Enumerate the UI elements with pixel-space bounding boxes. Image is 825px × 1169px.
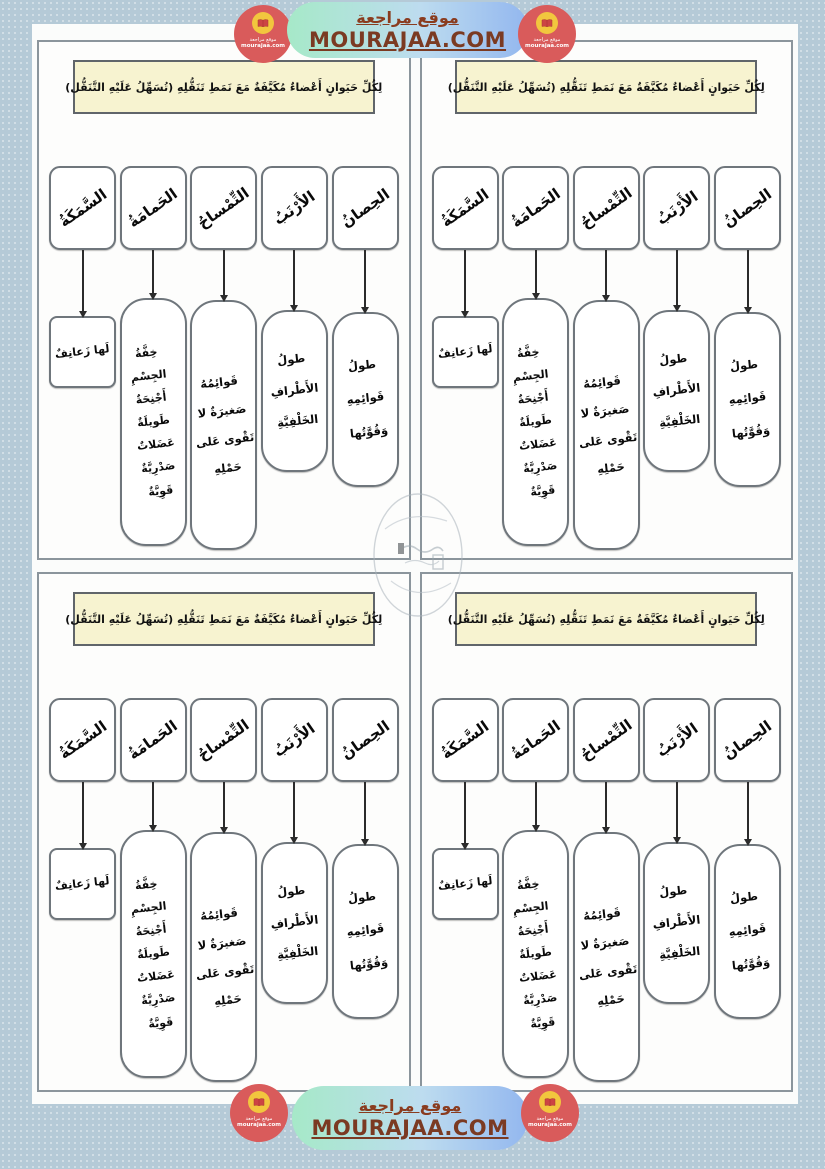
animal-box-crocodile: [190, 166, 257, 250]
site-badge-icon: [518, 5, 576, 63]
book-icon: [536, 12, 558, 34]
feature-box-pigeon: [120, 830, 187, 1078]
quadrant-grid: [37, 40, 793, 1092]
feature-box-rabbit: [643, 310, 710, 472]
feature-text-crocodile: قَوائِمُهُ صَغيرَةٌ لا تَقْوى عَلى حَمْلِهِ: [577, 904, 638, 1008]
animal-columns: [39, 166, 409, 550]
animal-name-pigeon: الحَمامَةُ: [125, 716, 182, 764]
feature-box-pigeon: [502, 830, 569, 1078]
feature-box-horse: [332, 844, 399, 1019]
book-icon: [252, 12, 274, 34]
quadrant-slot: [420, 572, 794, 1092]
column-fish: [432, 166, 499, 550]
column-crocodile: [190, 166, 257, 550]
connector-arrow-icon: [152, 782, 154, 830]
column-pigeon: [120, 166, 187, 550]
feature-text-horse: طولُ قَوائِمِهِ وَقُوَّتُها: [727, 889, 771, 973]
column-fish: [432, 698, 499, 1082]
feature-box-fish: [49, 848, 116, 920]
connector-arrow-icon: [676, 250, 678, 310]
brand-url: MOURAJAA.COM: [308, 28, 507, 52]
feature-text-pigeon: خِفَّةُ الجِسْمِ أَجْنِحَةٌ طَويلَةٌ عَضَلاتٌ صَدْرِيَّةٌ قَوِيَّةٌ: [512, 345, 559, 499]
animal-name-pigeon: الحَمامَةُ: [507, 184, 564, 232]
animal-box-fish: [432, 698, 499, 782]
column-pigeon: [502, 698, 569, 1082]
animal-name-crocodile: التِّمْساحُ: [577, 183, 636, 233]
animal-name-horse: الحِصانُ: [719, 184, 776, 232]
feature-text-crocodile: قَوائِمُهُ صَغيرَةٌ لا تَقْوى عَلى حَمْلِهِ: [577, 372, 638, 476]
animal-name-rabbit: الأَرْنَبُ: [652, 187, 702, 229]
connector-arrow-icon: [82, 250, 84, 316]
animal-name-rabbit: الأَرْنَبُ: [652, 719, 702, 761]
column-pigeon: [120, 698, 187, 1082]
quadrant-slot: [420, 40, 794, 560]
animal-box-horse: [332, 698, 399, 782]
connector-arrow-icon: [293, 250, 295, 310]
connector-arrow-icon: [605, 782, 607, 832]
feature-text-crocodile: قَوائِمُهُ صَغيرَةٌ لا تَقْوى عَلى حَمْلِهِ: [195, 372, 256, 476]
feature-text-horse: طولُ قَوائِمِهِ وَقُوَّتُها: [345, 357, 389, 441]
animal-name-crocodile: التِّمْساحُ: [194, 183, 253, 233]
animal-box-crocodile: [573, 166, 640, 250]
animal-name-pigeon: الحَمامَةُ: [125, 184, 182, 232]
column-rabbit: [643, 698, 710, 1082]
feature-text-pigeon: خِفَّةُ الجِسْمِ أَجْنِحَةٌ طَويلَةٌ عَضَلاتٌ صَدْرِيَّةٌ قَوِيَّةٌ: [129, 877, 176, 1031]
animal-box-fish: [49, 166, 116, 250]
feature-box-crocodile: [190, 832, 257, 1082]
feature-text-rabbit: طولُ الأَطْرافِ الخَلْفِيَّةِ: [269, 351, 319, 431]
site-badge-icon: [521, 1084, 579, 1142]
connector-arrow-icon: [464, 250, 466, 316]
brand-pill: [287, 2, 528, 58]
animal-box-horse: [332, 166, 399, 250]
animal-box-crocodile: [190, 698, 257, 782]
feature-text-fish: لَها زَعانِفٌ: [437, 341, 493, 361]
connector-arrow-icon: [223, 250, 225, 300]
animal-name-fish: السَّمَكَةُ: [55, 717, 110, 763]
diagram-quadrant: [39, 60, 409, 550]
animal-name-horse: الحِصانُ: [337, 184, 393, 232]
feature-box-pigeon: [120, 298, 187, 546]
feature-text-pigeon: خِفَّةُ الجِسْمِ أَجْنِحَةٌ طَويلَةٌ عَضَلاتٌ صَدْرِيَّةٌ قَوِيَّةٌ: [129, 345, 176, 499]
column-pigeon: [502, 166, 569, 550]
feature-box-fish: [432, 316, 499, 388]
column-fish: [49, 166, 116, 550]
connector-arrow-icon: [152, 250, 154, 298]
feature-box-fish: [49, 316, 116, 388]
badge-site-url: mourajaa.com: [236, 1122, 282, 1128]
badge-site-url: mourajaa.com: [240, 43, 286, 49]
feature-box-rabbit: [261, 310, 328, 472]
badge-site-name: موقع مراجعة: [249, 37, 277, 43]
animal-box-fish: [432, 166, 499, 250]
worksheet-sheet: [32, 24, 798, 1104]
feature-box-horse: [714, 844, 781, 1019]
animal-name-rabbit: الأَرْنَبُ: [270, 187, 319, 229]
connector-arrow-icon: [82, 782, 84, 848]
animal-box-crocodile: [573, 698, 640, 782]
animal-box-pigeon: [120, 166, 187, 250]
connector-arrow-icon: [293, 782, 295, 842]
lesson-title-box: لِكُلِّ حَيَوانٍ أَعْضاءٌ مُكَيَّفَةٌ مَعَ نَمَطِ تَنَقُّلِهِ (تُسَهِّلُ عَلَيْهِ التَّنَقُّل): [73, 592, 375, 646]
connector-arrow-icon: [535, 782, 537, 830]
connector-arrow-icon: [747, 782, 749, 844]
column-horse: [714, 698, 781, 1082]
animal-box-pigeon: [502, 166, 569, 250]
column-rabbit: [261, 698, 328, 1082]
animal-name-fish: السَّمَكَةُ: [437, 717, 493, 763]
feature-text-rabbit: طولُ الأَطْرافِ الخَلْفِيَّةِ: [269, 883, 319, 963]
column-horse: [332, 698, 399, 1082]
lesson-title-box: لِكُلِّ حَيَوانٍ أَعْضاءٌ مُكَيَّفَةٌ مَعَ نَمَطِ تَنَقُّلِهِ (تُسَهِّلُ عَلَيْهِ التَّنَقُّل): [455, 60, 757, 114]
connector-arrow-icon: [605, 250, 607, 300]
column-fish: [49, 698, 116, 1082]
column-crocodile: [190, 698, 257, 1082]
footer-banner: [0, 1082, 825, 1154]
animal-box-rabbit: [643, 698, 710, 782]
brand-pill: [292, 1086, 528, 1150]
animal-box-pigeon: [502, 698, 569, 782]
column-horse: [332, 166, 399, 550]
animal-name-horse: الحِصانُ: [719, 716, 776, 764]
animal-box-fish: [49, 698, 116, 782]
connector-arrow-icon: [747, 250, 749, 312]
book-icon: [539, 1091, 561, 1113]
animal-name-horse: الحِصانُ: [337, 716, 393, 764]
animal-box-rabbit: [261, 698, 328, 782]
animal-name-pigeon: الحَمامَةُ: [507, 716, 564, 764]
badge-site-name: موقع مراجعة: [536, 1116, 564, 1122]
animal-name-rabbit: الأَرْنَبُ: [270, 719, 319, 761]
header-banner: [0, 0, 825, 72]
connector-arrow-icon: [223, 782, 225, 832]
lesson-title-box: لِكُلِّ حَيَوانٍ أَعْضاءٌ مُكَيَّفَةٌ مَعَ نَمَطِ تَنَقُّلِهِ (تُسَهِّلُ عَلَيْهِ التَّنَقُّل): [455, 592, 757, 646]
column-horse: [714, 166, 781, 550]
feature-text-pigeon: خِفَّةُ الجِسْمِ أَجْنِحَةٌ طَويلَةٌ عَضَلاتٌ صَدْرِيَّةٌ قَوِيَّةٌ: [512, 877, 559, 1031]
feature-box-horse: [714, 312, 781, 487]
badge-site-url: mourajaa.com: [524, 43, 570, 49]
column-crocodile: [573, 166, 640, 550]
connector-arrow-icon: [464, 782, 466, 848]
feature-text-fish: لَها زَعانِفٌ: [437, 873, 493, 893]
feature-box-fish: [432, 848, 499, 920]
brand-name-arabic: موقع مراجعة: [358, 1096, 462, 1115]
feature-text-rabbit: طولُ الأَطْرافِ الخَلْفِيَّةِ: [652, 883, 702, 963]
quadrant-slot: [37, 40, 411, 560]
badge-site-name: موقع مراجعة: [245, 1116, 273, 1122]
feature-box-rabbit: [643, 842, 710, 1004]
feature-box-crocodile: [573, 300, 640, 550]
animal-box-rabbit: [643, 166, 710, 250]
column-rabbit: [643, 166, 710, 550]
connector-arrow-icon: [364, 782, 366, 844]
animal-box-pigeon: [120, 698, 187, 782]
animal-name-crocodile: التِّمْساحُ: [194, 715, 253, 765]
feature-text-crocodile: قَوائِمُهُ صَغيرَةٌ لا تَقْوى عَلى حَمْلِهِ: [195, 904, 256, 1008]
animal-name-fish: السَّمَكَةُ: [55, 185, 110, 231]
badge-site-name: موقع مراجعة: [533, 37, 561, 43]
feature-box-crocodile: [573, 832, 640, 1082]
brand-name-arabic: موقع مراجعة: [356, 8, 459, 27]
feature-box-pigeon: [502, 298, 569, 546]
animal-columns: [422, 166, 792, 550]
animal-columns: [422, 698, 792, 1082]
feature-text-fish: لَها زَعانِفٌ: [54, 873, 111, 893]
feature-text-fish: لَها زَعانِفٌ: [54, 341, 111, 361]
animal-columns: [39, 698, 409, 1082]
animal-name-fish: السَّمَكَةُ: [437, 185, 493, 231]
site-badge-icon: [234, 5, 292, 63]
connector-arrow-icon: [676, 782, 678, 842]
feature-box-horse: [332, 312, 399, 487]
column-rabbit: [261, 166, 328, 550]
diagram-quadrant: [39, 592, 409, 1082]
site-badge-icon: [230, 1084, 288, 1142]
animal-box-horse: [714, 698, 781, 782]
badge-site-url: mourajaa.com: [527, 1122, 573, 1128]
diagram-quadrant: [422, 60, 792, 550]
lesson-title-box: لِكُلِّ حَيَوانٍ أَعْضاءٌ مُكَيَّفَةٌ مَعَ نَمَطِ تَنَقُّلِهِ (تُسَهِّلُ عَلَيْهِ التَّنَقُّل): [73, 60, 375, 114]
column-crocodile: [573, 698, 640, 1082]
feature-text-horse: طولُ قَوائِمِهِ وَقُوَّتُها: [345, 889, 389, 973]
feature-text-horse: طولُ قَوائِمِهِ وَقُوَّتُها: [727, 357, 771, 441]
book-icon: [248, 1091, 270, 1113]
diagram-quadrant: [422, 592, 792, 1082]
connector-arrow-icon: [364, 250, 366, 312]
animal-name-crocodile: التِّمْساحُ: [577, 715, 636, 765]
feature-box-crocodile: [190, 300, 257, 550]
brand-url: MOURAJAA.COM: [311, 1116, 509, 1140]
quadrant-slot: [37, 572, 411, 1092]
animal-box-rabbit: [261, 166, 328, 250]
feature-box-rabbit: [261, 842, 328, 1004]
feature-text-rabbit: طولُ الأَطْرافِ الخَلْفِيَّةِ: [652, 351, 702, 431]
animal-box-horse: [714, 166, 781, 250]
connector-arrow-icon: [535, 250, 537, 298]
